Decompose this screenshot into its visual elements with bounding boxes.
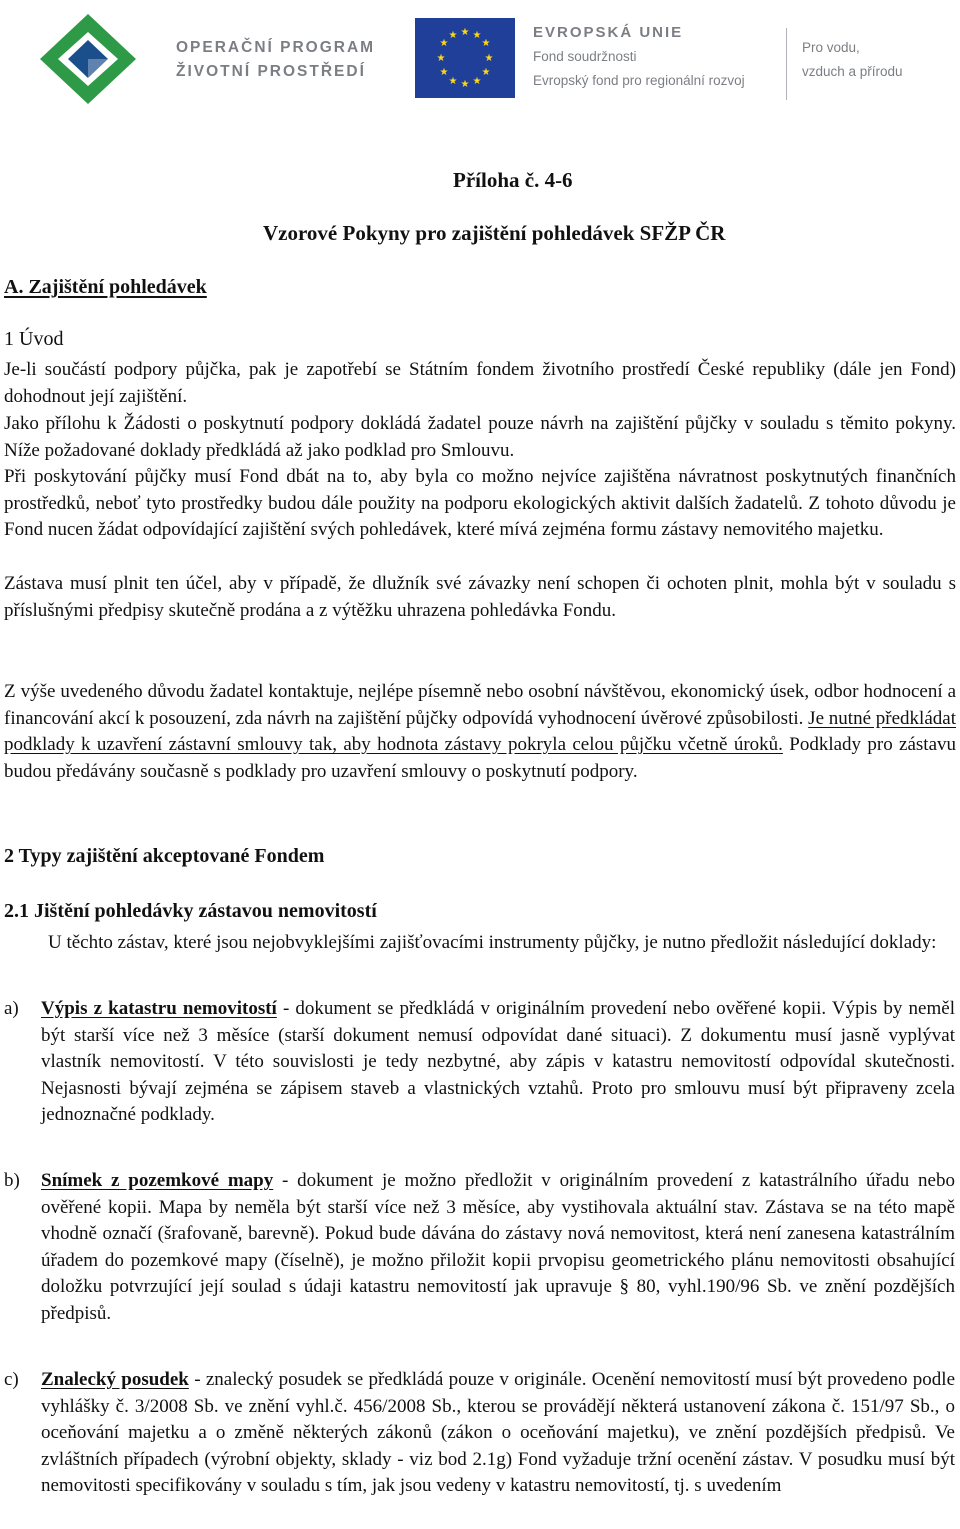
svg-text:★: ★: [472, 30, 482, 41]
paragraph-5-start: Z výše uvedeného důvodu žadatel kontaktuje, nejlépe písemně nebo osobní návštěvou, ekonomický úsek, odbor hodnocení a financování akcí k posouzení, zda návrh na zajištění půjčky odpovídá vyhodnocení úvěrové způsobilosti.: [4, 681, 956, 729]
svg-text:★: ★: [460, 79, 470, 90]
eu-title: EVROPSKÁ UNIE: [533, 24, 684, 41]
item-c-text: - znalecký posudek se předkládá pouze v originále. Ocenění nemovitostí musí být provedeno podle vyhlášky č. 3/2008 Sb. ve znění vyhl.č. 456/2008 Sb., kterou se provádějí některá ustanovení zákona č. 151/97 Sb., o oceňování majetku a o změně některých zákonů (zákon o oceňování majetku), ve znění pozdějších předpisů. Ve zvláštních případech (výrobní objekty, sklady - viz bod 2.1g) Fond vyžaduje tržní ocenění zástav. V posudku musí být nemovitosti specifikovány v souladu s tím, jak jsou vedeny v katastru nemovitostí, tj. s uvedením: [41, 1369, 956, 1496]
section-2-heading: 2 Typy zajištění akceptované Fondem: [4, 845, 325, 867]
slogan-line2: vzduch a přírodu: [802, 64, 903, 79]
eu-flag-icon: [415, 18, 515, 98]
header-divider: [786, 28, 787, 100]
svg-text:★: ★: [484, 53, 494, 64]
paragraph-4: Zástava musí plnit ten účel, aby v případě, že dlužník své závazky není schopen či ochoten plnit, mohla být v souladu s příslušnými předpisy skutečně prodána a z výtěžku uhrazena pohledávka Fondu.: [4, 573, 956, 621]
opzp-emblem-icon: [38, 12, 138, 106]
section-a-heading: A. Zajištění pohledávek: [4, 276, 207, 298]
svg-text:★: ★: [439, 38, 449, 49]
page-title: Vzorové Pokyny pro zajištění pohledávek SFŽP ČR: [263, 221, 726, 245]
svg-text:★: ★: [472, 76, 482, 87]
item-c: [41, 1367, 955, 1500]
item-c-label: c): [4, 1369, 19, 1390]
eu-flag: [415, 18, 515, 98]
item-a-label: a): [4, 998, 19, 1019]
paragraph-5-underlined: Je nutné předkládat podklady k uzavření zástavní smlouvy tak, aby hodnota zástavy pokryla celou půjčku včetně úroků.: [4, 707, 956, 755]
svg-text:★: ★: [481, 67, 491, 78]
item-b: [41, 1168, 955, 1327]
paragraph-5-end: Podklady pro zástavu budou předávány současně s podklady pro uzavření smlouvy o poskytnutí podpory.: [4, 734, 957, 782]
annex-label: Příloha č. 4-6: [453, 168, 573, 192]
eu-fund-line: Fond soudržnosti: [533, 49, 637, 64]
svg-text:★: ★: [448, 30, 458, 41]
opzp-line1: OPERAČNÍ PROGRAM: [176, 39, 376, 56]
eu-erdf-line: Evropský fond pro regionální rozvoj: [533, 73, 745, 88]
section-2-1-intro: U těchto zástav, které jsou nejobvyklejšími zajišťovacími instrumenty půjčky, je nutno předložit následující doklady:: [48, 932, 937, 953]
opzp-logo: [38, 12, 138, 106]
paragraph-2: Jako přílohu k Žádosti o poskytnutí podpory dokládá žadatel pouze návrh na zajištění půjčky v souladu s těmito pokyny. Níže požadované doklady předkládá až jako podklad pro Smlouvu.: [4, 413, 956, 461]
svg-text:★: ★: [481, 38, 491, 49]
slogan: [802, 36, 903, 84]
opzp-title: [176, 36, 375, 84]
svg-text:★: ★: [460, 27, 470, 38]
paragraph-3: Při poskytování půjčky musí Fond dbát na to, aby byla co možno nejvíce zajištěna návratnost poskytnutých finančních prostředků, neboť tyto prostředky budou dále použity na podporu ekologických aktivit dalších žadatelů. Z tohoto důvodu je Fond nucen žádat odpovídající zajištění svých pohledávek, které mívá zejména formu zástavy nemovitého majetku.: [4, 466, 956, 540]
svg-text:★: ★: [439, 67, 449, 78]
svg-text:★: ★: [436, 53, 446, 64]
eu-text: [533, 22, 783, 92]
item-b-heading: Snímek z pozemkové mapy: [41, 1170, 274, 1191]
slogan-line1: Pro vodu,: [802, 40, 860, 55]
opzp-line2: ŽIVOTNÍ PROSTŘEDÍ: [176, 63, 366, 80]
item-a-heading: Výpis z katastru nemovitostí: [41, 998, 277, 1019]
paragraph-5: [4, 679, 956, 785]
item-a: [41, 996, 955, 1129]
item-c-heading: Znalecký posudek: [41, 1369, 189, 1390]
item-b-text: - dokument je možno předložit v originálním provedení z katastrálního úřadu nebo ověřené kopii. Mapa by neměla být starší více než 3 měsíce, aby vystihovala aktuální stav. Zástava se na této mapě vhodně označí (šrafovaně, barevně). Pokud bude dávána do zástavy nová nemovitost, která není zanesena katastrálním úřadem do pozemkové mapy (číselně), je možno přiložit kopii prvopisu geometrického plánu nemovitosti obsahující doložku potvrzující její soulad s údaji katastru nemovitostí jak upravuje § 80, vyhl.190/96 Sb. ve znění pozdějších předpisů.: [41, 1170, 955, 1324]
item-b-label: b): [4, 1170, 20, 1191]
item-a-text: - dokument se předkládá v originálním provedení nebo ověřené kopii. Výpis by neměl být starší více než 3 měsíce (starší dokument nemusí odpovídat dané situaci). Z dokumentu musí jasně vyplývat vlastník nemovitostí. V této souvislosti je tedy nezbytné, aby zápis v katastru nemovitostí odpovídal skutečnosti. Nejasnosti bývají zejména se zápisem staveb a vlastnických vztahů. Proto pro smlouvu musí být připraveny zcela jednoznačné podklady.: [41, 998, 955, 1125]
section-1-heading: 1 Úvod: [4, 328, 64, 350]
paragraph-1: Je-li součástí podpory půjčka, pak je zapotřebí se Státním fondem životního prostředí České republiky (dále jen Fond) dohodnout její zajištění.: [4, 359, 956, 407]
svg-text:★: ★: [448, 76, 458, 87]
section-2-1-heading: 2.1 Jištění pohledávky zástavou nemovitostí: [4, 900, 377, 922]
